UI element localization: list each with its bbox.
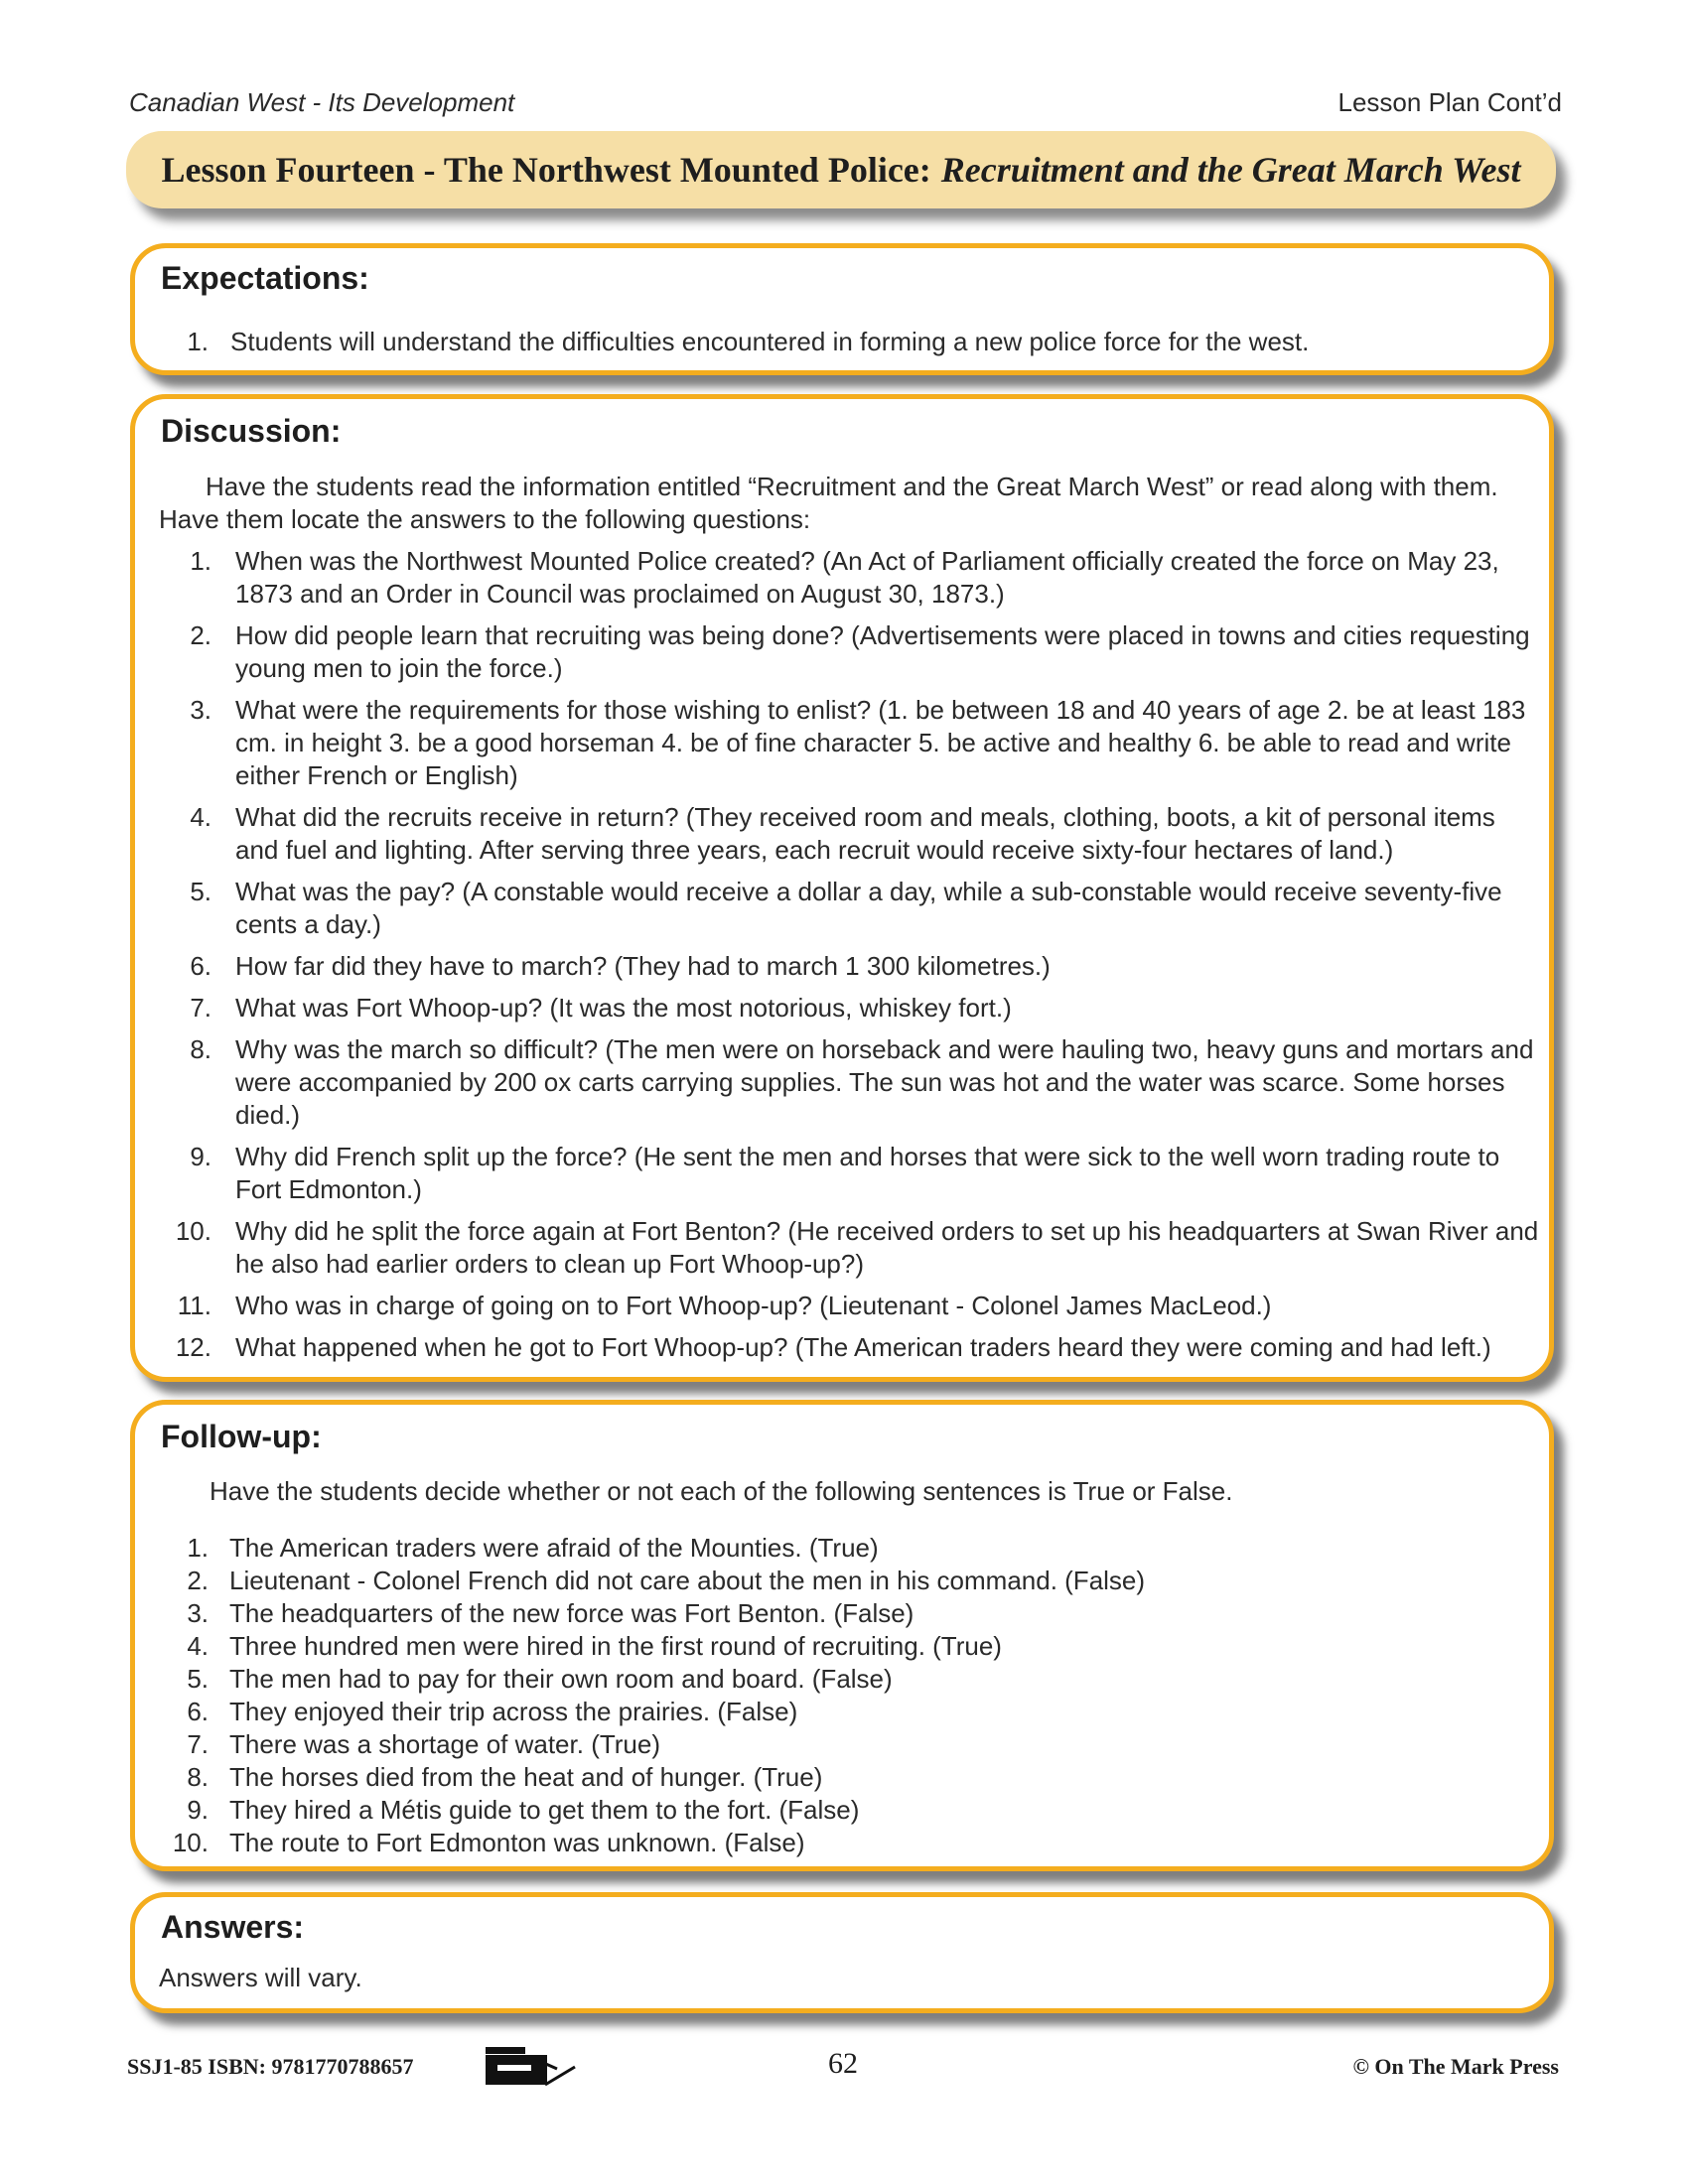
header-book-title: Canadian West - Its Development bbox=[129, 87, 515, 117]
discussion-question-list bbox=[135, 545, 1545, 1373]
list-item-text: When was the Northwest Mounted Police created? (An Act of Parliament officially created the force on May 23, 1873 and an Order in Council was proclaimed on August 30, 1873.) bbox=[235, 546, 1499, 609]
list-item-number: 10. bbox=[172, 1828, 209, 1857]
list-item-text: The route to Fort Edmonton was unknown. (False) bbox=[229, 1828, 805, 1857]
list-item-text: What was Fort Whoop-up? (It was the most notorious, whiskey fort.) bbox=[235, 993, 1012, 1023]
list-item bbox=[135, 1565, 1145, 1597]
list-item-text: How far did they have to march? (They had to march 1 300 kilometres.) bbox=[235, 951, 1051, 981]
list-item-text: They enjoyed their trip across the prairies. (False) bbox=[229, 1697, 798, 1726]
list-item-number: 6. bbox=[190, 951, 211, 981]
list-item bbox=[135, 1141, 1545, 1206]
list-item bbox=[135, 326, 1309, 358]
list-item bbox=[135, 1597, 1145, 1630]
list-item-number: 7. bbox=[187, 1729, 209, 1759]
expectations-heading: Expectations: bbox=[161, 260, 369, 296]
list-item bbox=[135, 1215, 1545, 1281]
list-item bbox=[135, 876, 1545, 941]
answers-text: Answers will vary. bbox=[159, 1963, 362, 1992]
list-item bbox=[135, 1290, 1545, 1322]
list-item bbox=[135, 1761, 1145, 1794]
list-item-text: The headquarters of the new force was Fort Benton. (False) bbox=[229, 1598, 914, 1628]
publisher-logo-icon bbox=[484, 2041, 579, 2091]
list-item-text: The American traders were afraid of the Mounties. (True) bbox=[229, 1533, 879, 1563]
list-item-number: 1. bbox=[187, 1533, 209, 1563]
list-item bbox=[135, 1827, 1145, 1859]
list-item-number: 12. bbox=[175, 1332, 211, 1362]
footer-page-number: 62 bbox=[828, 2047, 858, 2080]
list-item-text: There was a shortage of water. (True) bbox=[229, 1729, 661, 1759]
list-item-text: The horses died from the heat and of hunger. (True) bbox=[229, 1762, 823, 1792]
list-item-number: 1. bbox=[187, 327, 209, 356]
list-item-number: 4. bbox=[187, 1631, 209, 1661]
list-item-text: Students will understand the difficulties encountered in forming a new police force for the west. bbox=[230, 327, 1310, 356]
list-item-text: Why did he split the force again at Fort Benton? (He received orders to set up his headquarters at Swan River and he also had earlier orders to clean up Fort Whoop-up?) bbox=[235, 1216, 1539, 1279]
list-item-number: 9. bbox=[187, 1795, 209, 1825]
list-item bbox=[135, 694, 1545, 792]
list-item-number: 4. bbox=[190, 802, 211, 832]
list-item-text: The men had to pay for their own room and board. (False) bbox=[229, 1664, 893, 1694]
list-item-text: Why did French split up the force? (He sent the men and horses that were sick to the well worn trading route to Fort Edmonton.) bbox=[235, 1142, 1500, 1204]
list-item-number: 3. bbox=[187, 1598, 209, 1628]
list-item bbox=[135, 801, 1545, 867]
header-section-label: Lesson Plan Cont’d bbox=[1337, 87, 1562, 117]
followup-box bbox=[130, 1400, 1554, 1871]
list-item-number: 3. bbox=[190, 695, 211, 725]
discussion-box bbox=[130, 394, 1554, 1382]
footer-publisher: © On The Mark Press bbox=[1352, 2054, 1559, 2079]
list-item-text: How did people learn that recruiting was being done? (Advertisements were placed in towns and cities requesting young men to join the force.) bbox=[235, 620, 1530, 683]
list-item bbox=[135, 1696, 1145, 1728]
list-item bbox=[135, 1033, 1545, 1132]
list-item-text: What happened when he got to Fort Whoop-up? (The American traders heard they were coming and had left.) bbox=[235, 1332, 1491, 1362]
list-item bbox=[135, 950, 1545, 983]
list-item-text: What did the recruits receive in return? (They received room and meals, clothing, boots, a kit of personal items and fuel and lighting. After serving three years, each recruit would receive sixty-four hectares of land.) bbox=[235, 802, 1495, 865]
list-item-number: 8. bbox=[187, 1762, 209, 1792]
list-item bbox=[135, 1532, 1145, 1565]
expectations-box bbox=[130, 243, 1554, 375]
followup-statement-list bbox=[135, 1532, 1145, 1859]
lesson-title-plain: Lesson Fourteen - The Northwest Mounted Police: bbox=[161, 150, 931, 190]
list-item bbox=[135, 992, 1545, 1024]
discussion-heading: Discussion: bbox=[161, 413, 342, 449]
expectations-list bbox=[135, 326, 1309, 358]
list-item-text: Lieutenant - Colonel French did not care about the men in his command. (False) bbox=[229, 1566, 1146, 1595]
answers-box bbox=[130, 1892, 1554, 2013]
list-item-number: 7. bbox=[190, 993, 211, 1023]
list-item-number: 5. bbox=[190, 877, 211, 906]
list-item bbox=[135, 1630, 1145, 1663]
footer-code-isbn: SSJ1-85 ISBN: 9781770788657 bbox=[127, 2054, 414, 2079]
list-item-text: Why was the march so difficult? (The men were on horseback and were hauling two, heavy guns and mortars and were accompanied by 200 ox carts carrying supplies. The sun was hot and the water was scarce. Some horses died.) bbox=[235, 1034, 1534, 1130]
list-item-number: 10. bbox=[175, 1216, 211, 1246]
lesson-title-banner bbox=[126, 131, 1556, 208]
discussion-intro: Have the students read the information entitled “Recruitment and the Great March West” or read along with them. Have them locate the answers to the following questions: bbox=[159, 472, 1498, 534]
list-item bbox=[135, 1663, 1145, 1696]
list-item bbox=[135, 1794, 1145, 1827]
list-item bbox=[135, 619, 1545, 685]
lesson-title-italic: Recruitment and the Great March West bbox=[940, 150, 1521, 190]
list-item-text: They hired a Métis guide to get them to the fort. (False) bbox=[229, 1795, 860, 1825]
list-item-text: Who was in charge of going on to Fort Whoop-up? (Lieutenant - Colonel James MacLeod.) bbox=[235, 1291, 1272, 1320]
list-item bbox=[135, 545, 1545, 611]
list-item-text: What were the requirements for those wishing to enlist? (1. be between 18 and 40 years of age 2. be at least 183 cm. in height 3. be a good horseman 4. be of fine character 5. be active and healthy 6. be able to read and write either French or English) bbox=[235, 695, 1526, 790]
list-item-number: 8. bbox=[190, 1034, 211, 1064]
list-item bbox=[135, 1331, 1545, 1364]
list-item-number: 1. bbox=[190, 546, 211, 576]
list-item-text: Three hundred men were hired in the first round of recruiting. (True) bbox=[229, 1631, 1002, 1661]
followup-heading: Follow-up: bbox=[161, 1419, 322, 1454]
list-item-number: 6. bbox=[187, 1697, 209, 1726]
list-item-number: 5. bbox=[187, 1664, 209, 1694]
list-item-number: 9. bbox=[190, 1142, 211, 1171]
list-item bbox=[135, 1728, 1145, 1761]
followup-intro: Have the students decide whether or not each of the following sentences is True or False. bbox=[210, 1476, 1233, 1506]
list-item-number: 2. bbox=[187, 1566, 209, 1595]
list-item-number: 11. bbox=[177, 1291, 211, 1320]
answers-heading: Answers: bbox=[161, 1909, 305, 1945]
list-item-text: What was the pay? (A constable would receive a dollar a day, while a sub-constable would receive seventy-five cents a day.) bbox=[235, 877, 1502, 939]
list-item-number: 2. bbox=[190, 620, 211, 650]
